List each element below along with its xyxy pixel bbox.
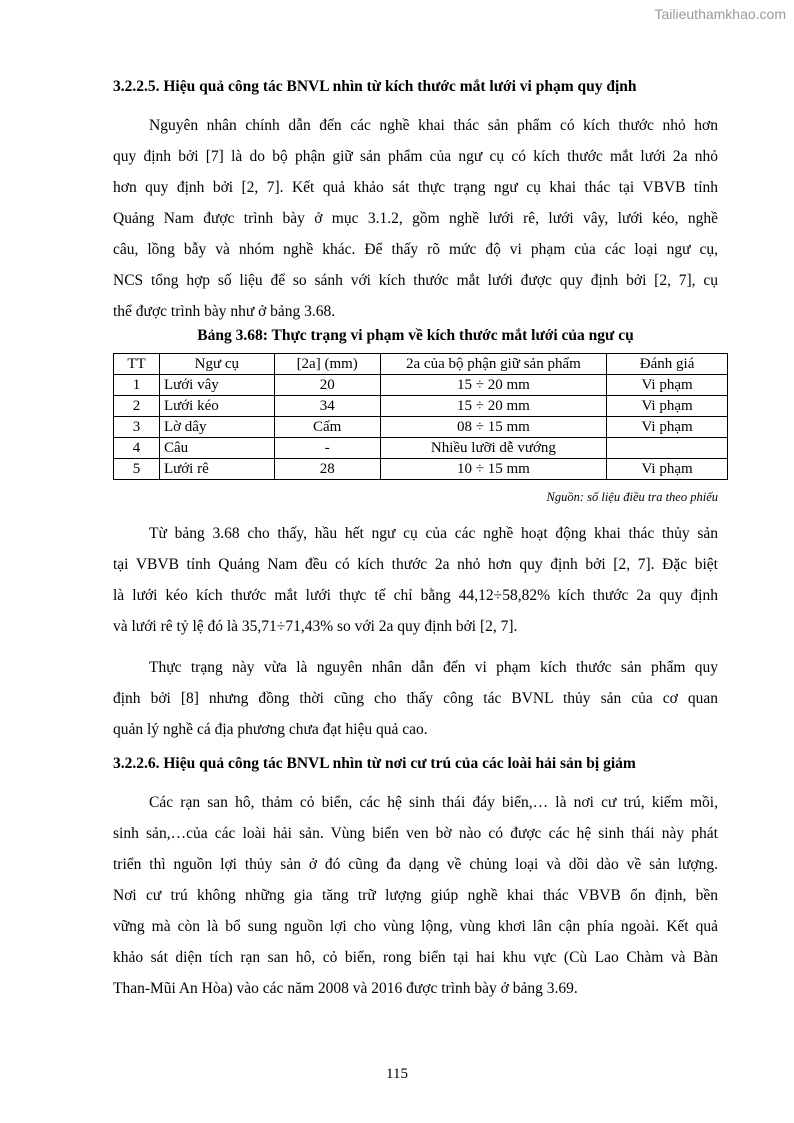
table-cell: 34	[274, 396, 380, 417]
table-header-cell: Ngư cụ	[159, 354, 274, 375]
table-cell: Cấm	[274, 417, 380, 438]
table-cell: Lưới kéo	[159, 396, 274, 417]
table-cell: Vi phạm	[607, 375, 728, 396]
text-line: NCS tổng hợp số liệu để so sánh với kích thước mắt lưới được quy định bởi [2, 7], cụ	[113, 272, 718, 289]
table-cell: Vi phạm	[607, 417, 728, 438]
table-row	[114, 375, 728, 396]
text-line: câu, lồng bẫy và nhóm nghề khác. Để thấy rõ mức độ vi phạm của các loại ngư cụ,	[113, 241, 718, 258]
table-cell: 28	[274, 459, 380, 480]
table-cell: 15 ÷ 20 mm	[380, 375, 607, 396]
table-row	[114, 396, 728, 417]
table-row	[114, 438, 728, 459]
paragraph-table-analysis	[113, 518, 718, 642]
text-line: Nơi cư trú không những gia tăng trữ lượng giúp nghề khai thác VBVB ổn định, bền	[113, 887, 718, 904]
text-line: vững mà còn là bổ sung nguồn lợi cho vùng lộng, vùng khơi lân cận phía ngoài. Kết quả	[113, 918, 718, 935]
table-cell: 1	[114, 375, 160, 396]
table-cell: Nhiều lưỡi dễ vướng	[380, 438, 607, 459]
table-header-row	[114, 354, 728, 375]
table-header-cell: 2a của bộ phận giữ sản phẩm	[380, 354, 607, 375]
paragraph-habitat	[113, 787, 718, 1004]
text-line: khảo sát diện tích rạn san hô, cỏ biển, rong biển tại hai khu vực (Cù Lao Chàm và Bàn	[113, 949, 718, 966]
table-row	[114, 417, 728, 438]
table-header-cell: [2a] (mm)	[274, 354, 380, 375]
table-cell: Lờ dây	[159, 417, 274, 438]
table-cell: -	[274, 438, 380, 459]
section-heading-3-2-2-6: 3.2.2.6. Hiệu quả công tác BNVL nhìn từ nơi cư trú của các loài hải sản bị giảm	[113, 755, 636, 772]
table-cell: 3	[114, 417, 160, 438]
table-caption: Bảng 3.68: Thực trạng vi phạm về kích thước mắt lưới của ngư cụ	[197, 327, 634, 344]
table-row	[114, 459, 728, 480]
text-line: Than-Mũi An Hòa) vào các năm 2008 và 2016 được trình bày ở bảng 3.69.	[113, 980, 578, 997]
table-cell	[607, 438, 728, 459]
text-line: Thực trạng này vừa là nguyên nhân dẫn đến vi phạm kích thước sản phẩm quy	[149, 659, 718, 676]
table-cell: Câu	[159, 438, 274, 459]
text-line: quy định bởi [7] là do bộ phận giữ sản phẩm của ngư cụ có kích thước mắt lưới 2a nhỏ	[113, 148, 718, 165]
text-line: Nguyên nhân chính dẫn đến các nghề khai thác sản phẩm có kích thước nhỏ hơn	[149, 117, 718, 134]
text-line: tại VBVB tỉnh Quảng Nam đều có kích thước 2a nhỏ hơn quy định bởi [2, 7]. Đặc biệt	[113, 556, 718, 573]
text-line: và lưới rê tỷ lệ đó là 35,71÷71,43% so với 2a quy định bởi [2, 7].	[113, 618, 518, 635]
text-line: là lưới kéo kích thước mắt lưới thực tế chỉ bằng 44,12÷58,82% kích thước 2a quy định	[113, 587, 718, 604]
violation-table	[113, 353, 728, 480]
table-cell: Vi phạm	[607, 396, 728, 417]
section-heading-3-2-2-5: 3.2.2.5. Hiệu quả công tác BNVL nhìn từ kích thước mắt lưới vi phạm quy định	[113, 78, 637, 95]
paragraph-situation	[113, 652, 718, 745]
table-header-cell: TT	[114, 354, 160, 375]
paragraph-intro	[113, 110, 718, 327]
table-cell: 2	[114, 396, 160, 417]
text-line: quản lý nghề cá địa phương chưa đạt hiệu quả cao.	[113, 721, 428, 738]
watermark: Tailieuthamkhao.com	[654, 6, 786, 22]
table-source-note: Nguồn: số liệu điều tra theo phiếu	[546, 490, 718, 504]
text-line: Các rạn san hô, thảm cỏ biển, các hệ sinh thái đáy biển,… là nơi cư trú, kiếm mồi,	[149, 794, 718, 811]
text-line: sinh sản,…của các loài hải sản. Vùng biển ven bờ nào có được các hệ sinh thái này phát	[113, 825, 718, 842]
text-line: hơn quy định bởi [2, 7]. Kết quả khảo sát thực trạng ngư cụ khai thác tại VBVB tỉnh	[113, 179, 718, 196]
table-cell: Vi phạm	[607, 459, 728, 480]
text-line: thể được trình bày như ở bảng 3.68.	[113, 303, 336, 320]
table-cell: 08 ÷ 15 mm	[380, 417, 607, 438]
text-line: định bởi [8] nhưng đồng thời cũng cho thấy công tác BVNL thủy sản của cơ quan	[113, 690, 718, 707]
table-cell: Lưới vây	[159, 375, 274, 396]
page-number: 115	[386, 1066, 408, 1082]
table-cell: 15 ÷ 20 mm	[380, 396, 607, 417]
table-cell: 4	[114, 438, 160, 459]
table-cell: 10 ÷ 15 mm	[380, 459, 607, 480]
table-cell: Lưới rê	[159, 459, 274, 480]
text-line: triển thì nguồn lợi thủy sản ở đó cũng đa dạng về chủng loại và dồi dào về sản lượng.	[113, 856, 718, 873]
text-line: Từ bảng 3.68 cho thấy, hầu hết ngư cụ của các nghề hoạt động khai thác thủy sản	[149, 525, 718, 542]
text-line: Quảng Nam được trình bày ở mục 3.1.2, gồm nghề lưới rê, lưới vây, lưới kéo, nghề	[113, 210, 718, 227]
table-cell: 5	[114, 459, 160, 480]
table-header-cell: Đánh giá	[607, 354, 728, 375]
table-cell: 20	[274, 375, 380, 396]
